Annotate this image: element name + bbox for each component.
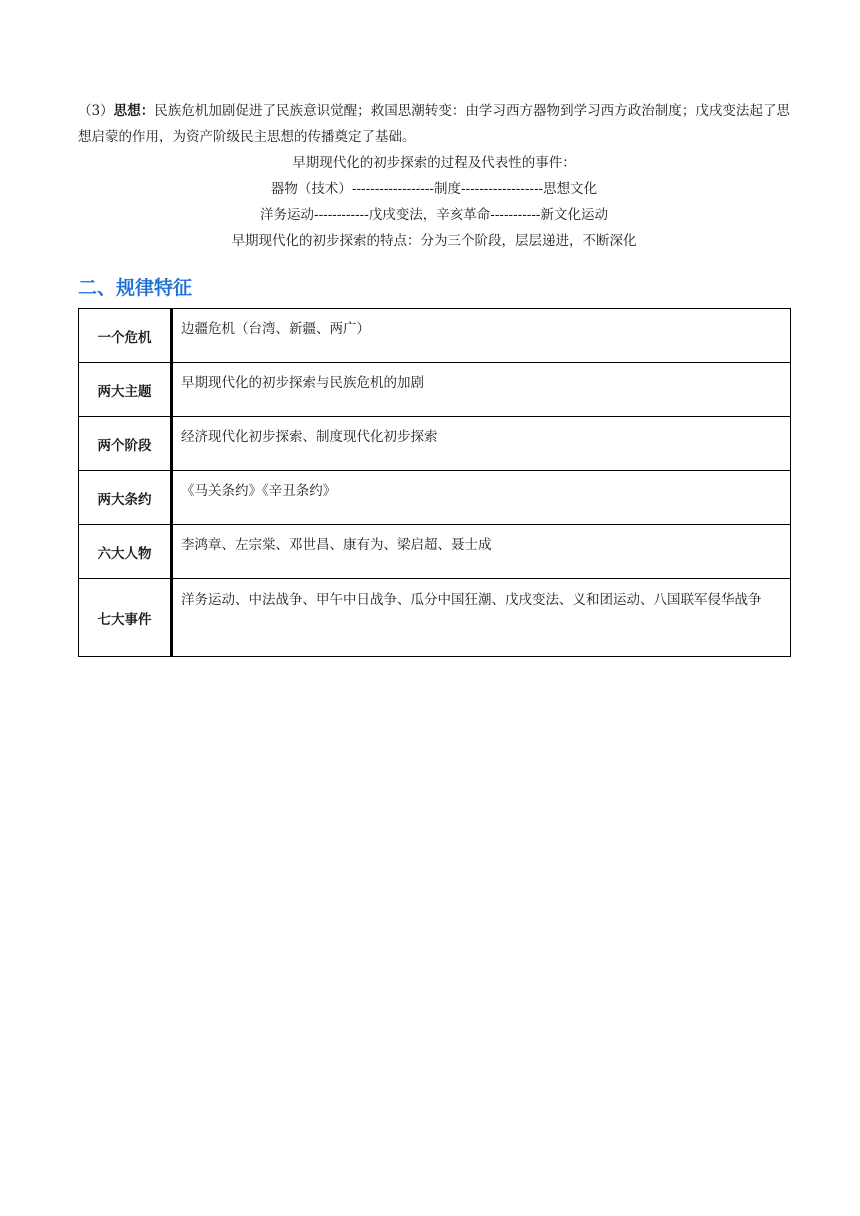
row-content: 经济现代化初步探索、制度现代化初步探索 bbox=[172, 417, 791, 471]
table-row bbox=[79, 417, 791, 471]
document-page bbox=[78, 98, 790, 657]
table-row bbox=[79, 309, 791, 363]
row-label: 两大主题 bbox=[79, 363, 172, 417]
item-text: 民族危机加剧促进了民族意识觉醒；救国思潮转变：由学习西方器物到学习西方政治制度；戊戌变法起了思想启蒙的作用，为资产阶级民主思想的传播奠定了基础。 bbox=[78, 103, 791, 145]
row-content: 《马关条约》《辛丑条约》 bbox=[172, 471, 791, 525]
row-content: 早期现代化的初步探索与民族危机的加剧 bbox=[172, 363, 791, 417]
stage-sequence: 器物（技术）------------------制度------------------思想文化 bbox=[270, 181, 598, 197]
event-sequence: 洋务运动------------戊戌变法，辛亥革命-----------新文化运动 bbox=[260, 207, 608, 223]
table-row bbox=[79, 471, 791, 525]
row-label: 七大事件 bbox=[79, 579, 172, 657]
characteristics-line: 早期现代化的初步探索的特点：分为三个阶段，层层递进，不断深化 bbox=[231, 233, 637, 249]
process-heading: 早期现代化的初步探索的过程及代表性的事件： bbox=[292, 155, 576, 171]
section-title: 二、规律特征 bbox=[78, 277, 193, 299]
row-content: 边疆危机（台湾、新疆、两广） bbox=[172, 309, 791, 363]
thought-paragraph bbox=[78, 98, 790, 150]
rules-table bbox=[78, 308, 791, 657]
item-number: （3） bbox=[78, 103, 114, 119]
item-label: 思想： bbox=[113, 103, 155, 119]
row-label: 六大人物 bbox=[79, 525, 172, 579]
table-row bbox=[79, 525, 791, 579]
row-label: 一个危机 bbox=[79, 309, 172, 363]
row-content: 李鸿章、左宗棠、邓世昌、康有为、梁启超、聂士成 bbox=[172, 525, 791, 579]
table-row bbox=[79, 579, 791, 657]
row-content: 洋务运动、中法战争、甲午中日战争、瓜分中国狂潮、戊戌变法、义和团运动、八国联军侵华战争 bbox=[172, 579, 791, 657]
row-label: 两大条约 bbox=[79, 471, 172, 525]
row-label: 两个阶段 bbox=[79, 417, 172, 471]
table-row bbox=[79, 363, 791, 417]
